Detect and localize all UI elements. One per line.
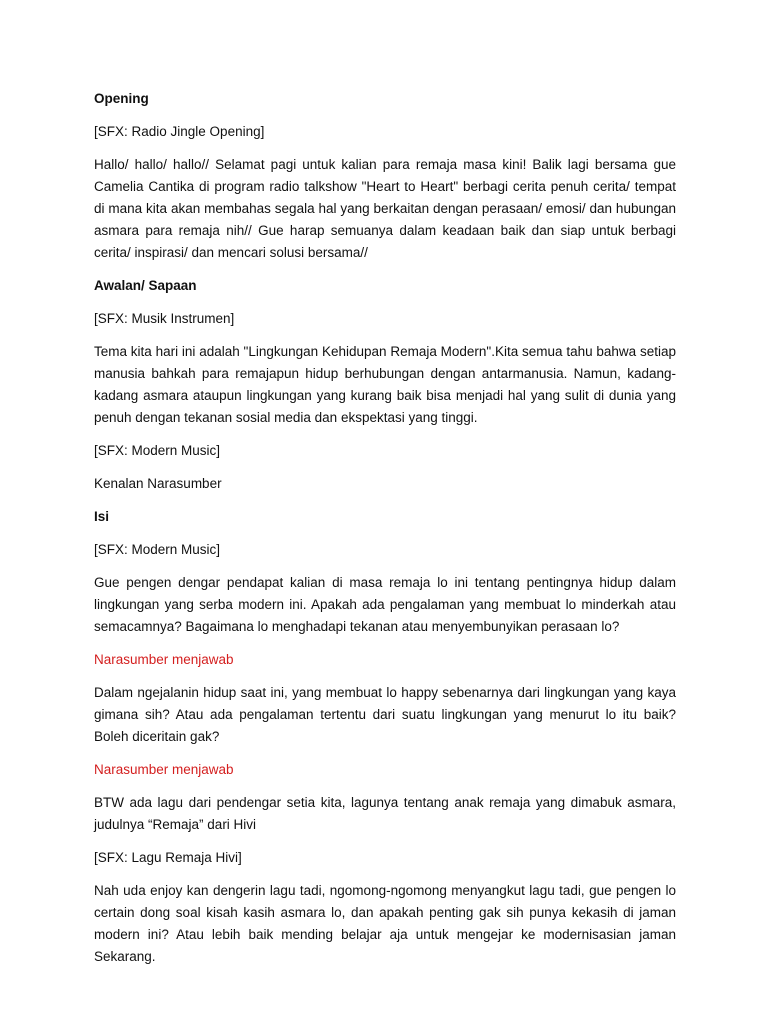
paragraph-btw-song: BTW ada lagu dari pendengar setia kita, lagunya tentang anak remaja yang dimabuk asmara, judulnya “Remaja” dari Hivi	[94, 795, 676, 832]
paragraph-question-2: Dalam ngejalanin hidup saat ini, yang membuat lo happy sebenarnya dari lingkungan yang kaya gimana sih? Atau ada pengalaman tertentu dari suatu lingkungan yang menurut lo itu baik? Boleh diceritain gak?	[94, 685, 676, 744]
sfx-lagu-remaja-hivi: [SFX: Lagu Remaja Hivi]	[94, 850, 242, 865]
heading-opening: Opening	[94, 91, 149, 106]
narasumber-menjawab-2: Narasumber menjawab	[94, 762, 234, 777]
sfx-modern-music-2: [SFX: Modern Music]	[94, 542, 221, 557]
narasumber-menjawab-1: Narasumber menjawab	[94, 652, 234, 667]
kenalan-narasumber: Kenalan Narasumber	[94, 476, 222, 491]
paragraph-tema: Tema kita hari ini adalah "Lingkungan Kehidupan Remaja Modern".Kita semua tahu bahwa setiap manusia bahkah para remajapun hidup berhubungan dengan antarmanusia. Namun, kadang-kadang asmara ataupun lingkungan yang kurang baik bisa menjadi hal yang sulit di dunia yang penuh dengan tekanan sosial media dan ekspektasi yang tinggi.	[94, 344, 676, 425]
document-page	[94, 88, 676, 979]
paragraph-nah: Nah uda enjoy kan dengerin lagu tadi, ngomong-ngomong menyangkut lagu tadi, gue pengen lo certain dong soal kisah kasih asmara lo, dan apakah penting gak sih punya kekasih di jaman modern ini? Atau lebih baik mending belajar aja untuk mengejar ke modernisasian jaman Sekarang.	[94, 883, 676, 964]
sfx-radio-jingle: [SFX: Radio Jingle Opening]	[94, 124, 265, 139]
paragraph-question-1: Gue pengen dengar pendapat kalian di masa remaja lo ini tentang pentingnya hidup dalam lingkungan yang serba modern ini. Apakah ada pengalaman yang membuat lo minderkah atau semacamnya? Bagaimana lo menghadapi tekanan atau menyembunyikan perasaan lo?	[94, 575, 676, 634]
heading-awalan-sapaan: Awalan/ Sapaan	[94, 278, 197, 293]
heading-isi: Isi	[94, 509, 110, 524]
sfx-modern-music-1: [SFX: Modern Music]	[94, 443, 221, 458]
paragraph-opening: Hallo/ hallo/ hallo// Selamat pagi untuk kalian para remaja masa kini! Balik lagi bersama gue Camelia Cantika di program radio talkshow "Heart to Heart" berbagi cerita penuh cerita/ tempat di mana kita akan membahas segala hal yang berkaitan dengan perasaan/ emosi/ dan hubungan asmara para remaja nih// Gue harap semuanya dalam keadaan baik dan siap untuk berbagi cerita/ inspirasi/ dan mencari solusi bersama//	[94, 157, 676, 260]
sfx-musik-instrumen: [SFX: Musik Instrumen]	[94, 311, 235, 326]
